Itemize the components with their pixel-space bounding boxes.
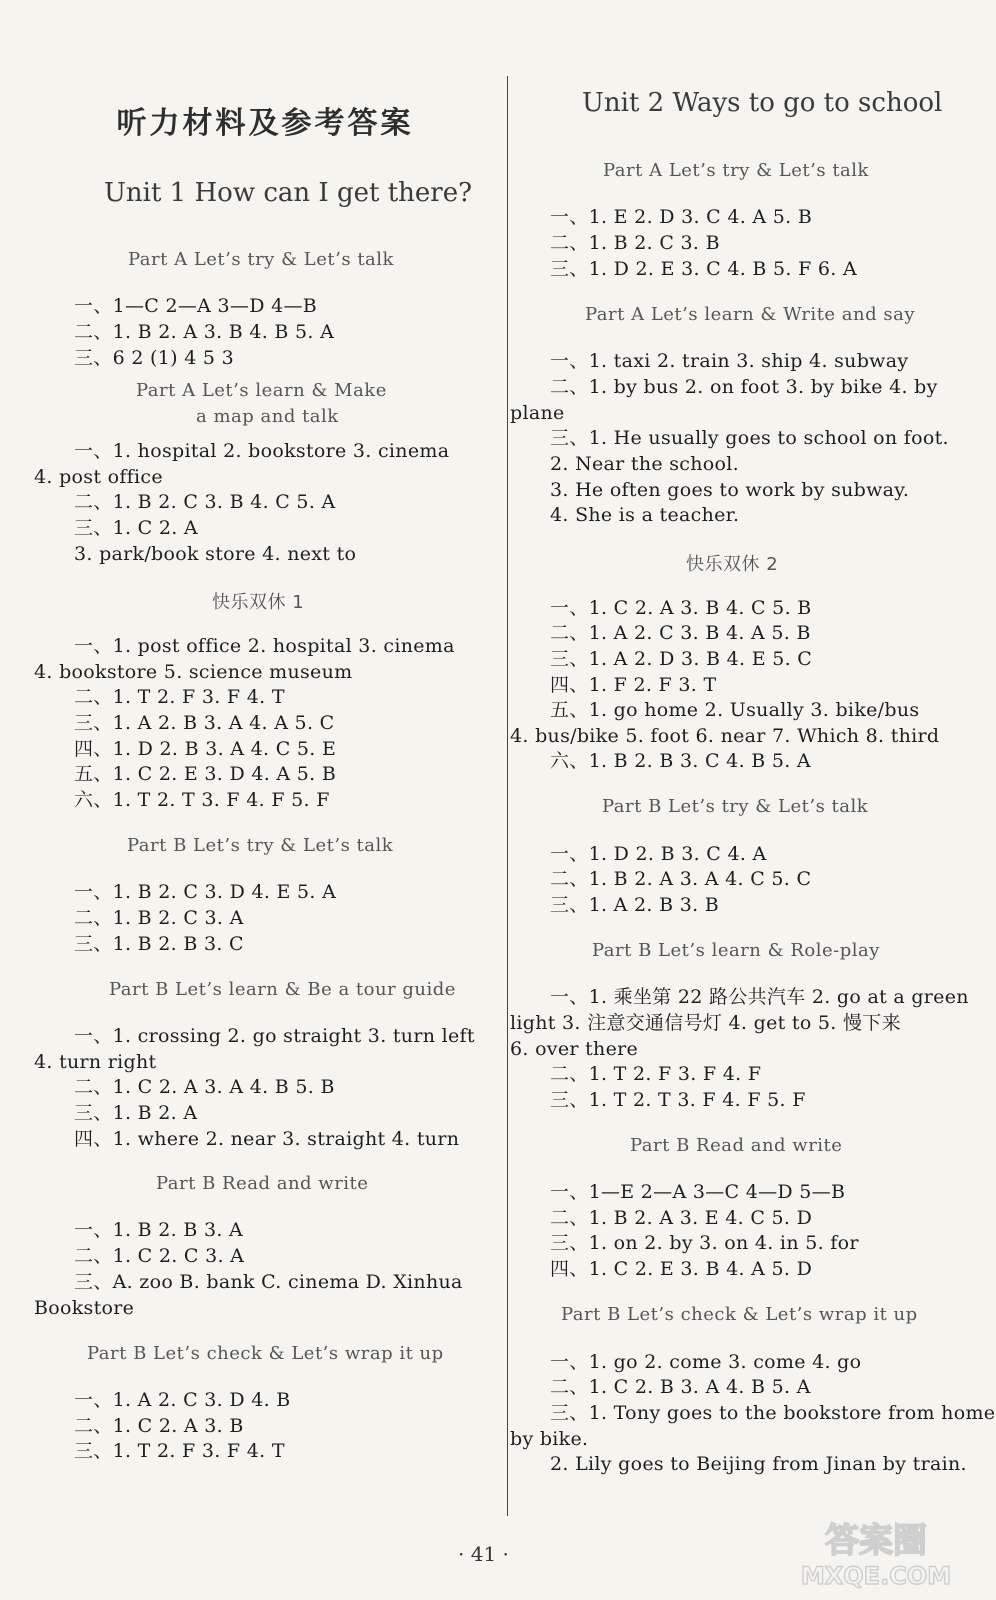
- answer-line: 三、1. on 2. by 3. on 4. in 5. for: [550, 1232, 859, 1254]
- document-title: 听力材料及参考答案: [116, 106, 414, 141]
- column-divider: [507, 76, 508, 1516]
- answer-line: 二、1. B 2. A 3. A 4. C 5. C: [550, 868, 812, 890]
- answer-line: 四、1. F 2. F 3. T: [550, 674, 717, 696]
- answer-line: 3. He often goes to work by subway.: [550, 479, 910, 501]
- watermark-logo: [776, 1512, 976, 1592]
- answer-line: Bookstore: [34, 1297, 135, 1319]
- answer-line: 一、1. post office 2. hospital 3. cinema: [74, 635, 455, 657]
- answer-line: 二、1. C 2. B 3. A 4. B 5. A: [550, 1376, 811, 1398]
- answer-line: 二、1. B 2. A 3. B 4. B 5. A: [74, 321, 335, 343]
- answer-line: 四、1. C 2. E 3. B 4. A 5. D: [550, 1258, 813, 1280]
- answer-line: 4. turn right: [34, 1051, 157, 1073]
- answer-line: 三、A. zoo B. bank C. cinema D. Xinhua: [74, 1271, 463, 1293]
- answer-line: 三、1. A 2. B 3. B: [550, 894, 720, 916]
- answer-line: 三、1. T 2. T 3. F 4. F 5. F: [550, 1089, 806, 1111]
- answer-line: 2. Near the school.: [550, 453, 739, 475]
- answer-line: 三、1. B 2. B 3. C: [74, 933, 244, 955]
- section-title: Part B Let’s learn & Be a tour guide: [109, 979, 456, 1000]
- answer-line: 一、1—C 2—A 3—D 4—B: [74, 295, 318, 317]
- answer-line: 一、1. B 2. B 3. A: [74, 1219, 244, 1241]
- answer-line: 一、1. D 2. B 3. C 4. A: [550, 843, 767, 865]
- answer-line: 一、1—E 2—A 3—C 4—D 5—B: [550, 1181, 846, 1203]
- answer-line: 五、1. go home 2. Usually 3. bike/bus: [550, 699, 920, 721]
- answer-line: 三、1. T 2. F 3. F 4. T: [74, 1440, 285, 1462]
- section-title: 快乐双休 2: [686, 554, 779, 575]
- answer-line: light 3. 注意交通信号灯 4. get to 5. 慢下来: [510, 1012, 901, 1034]
- section-title: Part B Let’s try & Let’s talk: [602, 796, 869, 817]
- answer-line: 二、1. C 2. A 3. A 4. B 5. B: [74, 1076, 335, 1098]
- page-number: · 41 ·: [458, 1542, 509, 1566]
- answer-line: 二、1. B 2. C 3. B 4. C 5. A: [74, 491, 336, 513]
- section-title: Part B Let’s check & Let’s wrap it up: [561, 1304, 918, 1325]
- section-title: Part B Let’s try & Let’s talk: [127, 835, 394, 856]
- answer-line: 一、1. 乘坐第 22 路公共汽车 2. go at a green: [550, 986, 969, 1008]
- answer-line: 一、1. E 2. D 3. C 4. A 5. B: [550, 206, 813, 228]
- answer-line: 一、1. hospital 2. bookstore 3. cinema: [74, 440, 450, 462]
- answer-line: 一、1. C 2. A 3. B 4. C 5. B: [550, 597, 812, 619]
- answer-line: 三、1. A 2. B 3. A 4. A 5. C: [74, 712, 335, 734]
- svg-text:MXQE.COM: MXQE.COM: [800, 1562, 952, 1590]
- answer-line: 一、1. taxi 2. train 3. ship 4. subway: [550, 350, 909, 372]
- answer-line: 二、1. B 2. C 3. B: [550, 232, 720, 254]
- section-title: Part B Read and write: [630, 1135, 843, 1156]
- answer-line: 一、1. B 2. C 3. D 4. E 5. A: [74, 881, 337, 903]
- answer-line: 4. She is a teacher.: [550, 504, 740, 526]
- answer-line: 三、1. D 2. E 3. C 4. B 5. F 6. A: [550, 258, 858, 280]
- unit-1-title: Unit 1 How can I get there?: [104, 178, 473, 208]
- section-title: 快乐双休 1: [212, 592, 305, 613]
- section-title: Part A Let’s learn & Write and say: [585, 304, 916, 325]
- unit-2-title: Unit 2 Ways to go to school: [582, 88, 943, 118]
- answer-line: 三、1. He usually goes to school on foot.: [550, 427, 949, 449]
- section-title: Part B Read and write: [156, 1173, 369, 1194]
- answer-line: 五、1. C 2. E 3. D 4. A 5. B: [74, 763, 337, 785]
- section-title-cont: a map and talk: [196, 406, 339, 427]
- section-title: Part B Let’s learn & Role-play: [592, 940, 880, 961]
- answer-line: 6. over there: [510, 1038, 639, 1060]
- answer-line: 四、1. D 2. B 3. A 4. C 5. E: [74, 738, 337, 760]
- answer-line: 二、1. T 2. F 3. F 4. T: [74, 686, 285, 708]
- answer-line: 3. park/book store 4. next to: [74, 543, 357, 565]
- answer-line: by bike.: [510, 1428, 589, 1450]
- answer-line: 二、1. C 2. A 3. B: [74, 1415, 244, 1437]
- answer-line: 三、1. C 2. A: [74, 517, 198, 539]
- answer-line: plane: [510, 402, 565, 424]
- section-title: Part A Let’s learn & Make: [136, 380, 387, 401]
- answer-line: 三、6 2 (1) 4 5 3: [74, 347, 235, 369]
- answer-line: 二、1. T 2. F 3. F 4. F: [550, 1063, 762, 1085]
- answer-line: 三、1. Tony goes to the bookstore from home: [550, 1402, 996, 1424]
- answer-line: 三、1. B 2. A: [74, 1102, 198, 1124]
- answer-line: 六、1. B 2. B 3. C 4. B 5. A: [550, 750, 811, 772]
- answer-line: 二、1. A 2. C 3. B 4. A 5. B: [550, 622, 811, 644]
- answer-line: 2. Lily goes to Beijing from Jinan by train.: [550, 1453, 967, 1475]
- answer-line: 4. bookstore 5. science museum: [34, 661, 353, 683]
- section-title: Part A Let’s try & Let’s talk: [128, 249, 394, 270]
- answer-line: 4. post office: [34, 466, 163, 488]
- answer-line: 一、1. crossing 2. go straight 3. turn left: [74, 1025, 475, 1047]
- svg-text:答案圈: 答案圈: [825, 1521, 927, 1561]
- answer-line: 二、1. C 2. C 3. A: [74, 1245, 245, 1267]
- section-title: Part B Let’s check & Let’s wrap it up: [87, 1343, 444, 1364]
- answer-line: 4. bus/bike 5. foot 6. near 7. Which 8. third: [510, 725, 940, 747]
- answer-line: 一、1. A 2. C 3. D 4. B: [74, 1389, 291, 1411]
- answer-line: 六、1. T 2. T 3. F 4. F 5. F: [74, 789, 330, 811]
- answer-line: 三、1. A 2. D 3. B 4. E 5. C: [550, 648, 813, 670]
- answer-line: 二、1. by bus 2. on foot 3. by bike 4. by: [550, 376, 938, 398]
- answer-line: 一、1. go 2. come 3. come 4. go: [550, 1351, 862, 1373]
- section-title: Part A Let’s try & Let’s talk: [603, 160, 869, 181]
- answer-line: 二、1. B 2. A 3. E 4. C 5. D: [550, 1207, 813, 1229]
- answer-line: 四、1. where 2. near 3. straight 4. turn: [74, 1128, 460, 1150]
- answer-line: 二、1. B 2. C 3. A: [74, 907, 244, 929]
